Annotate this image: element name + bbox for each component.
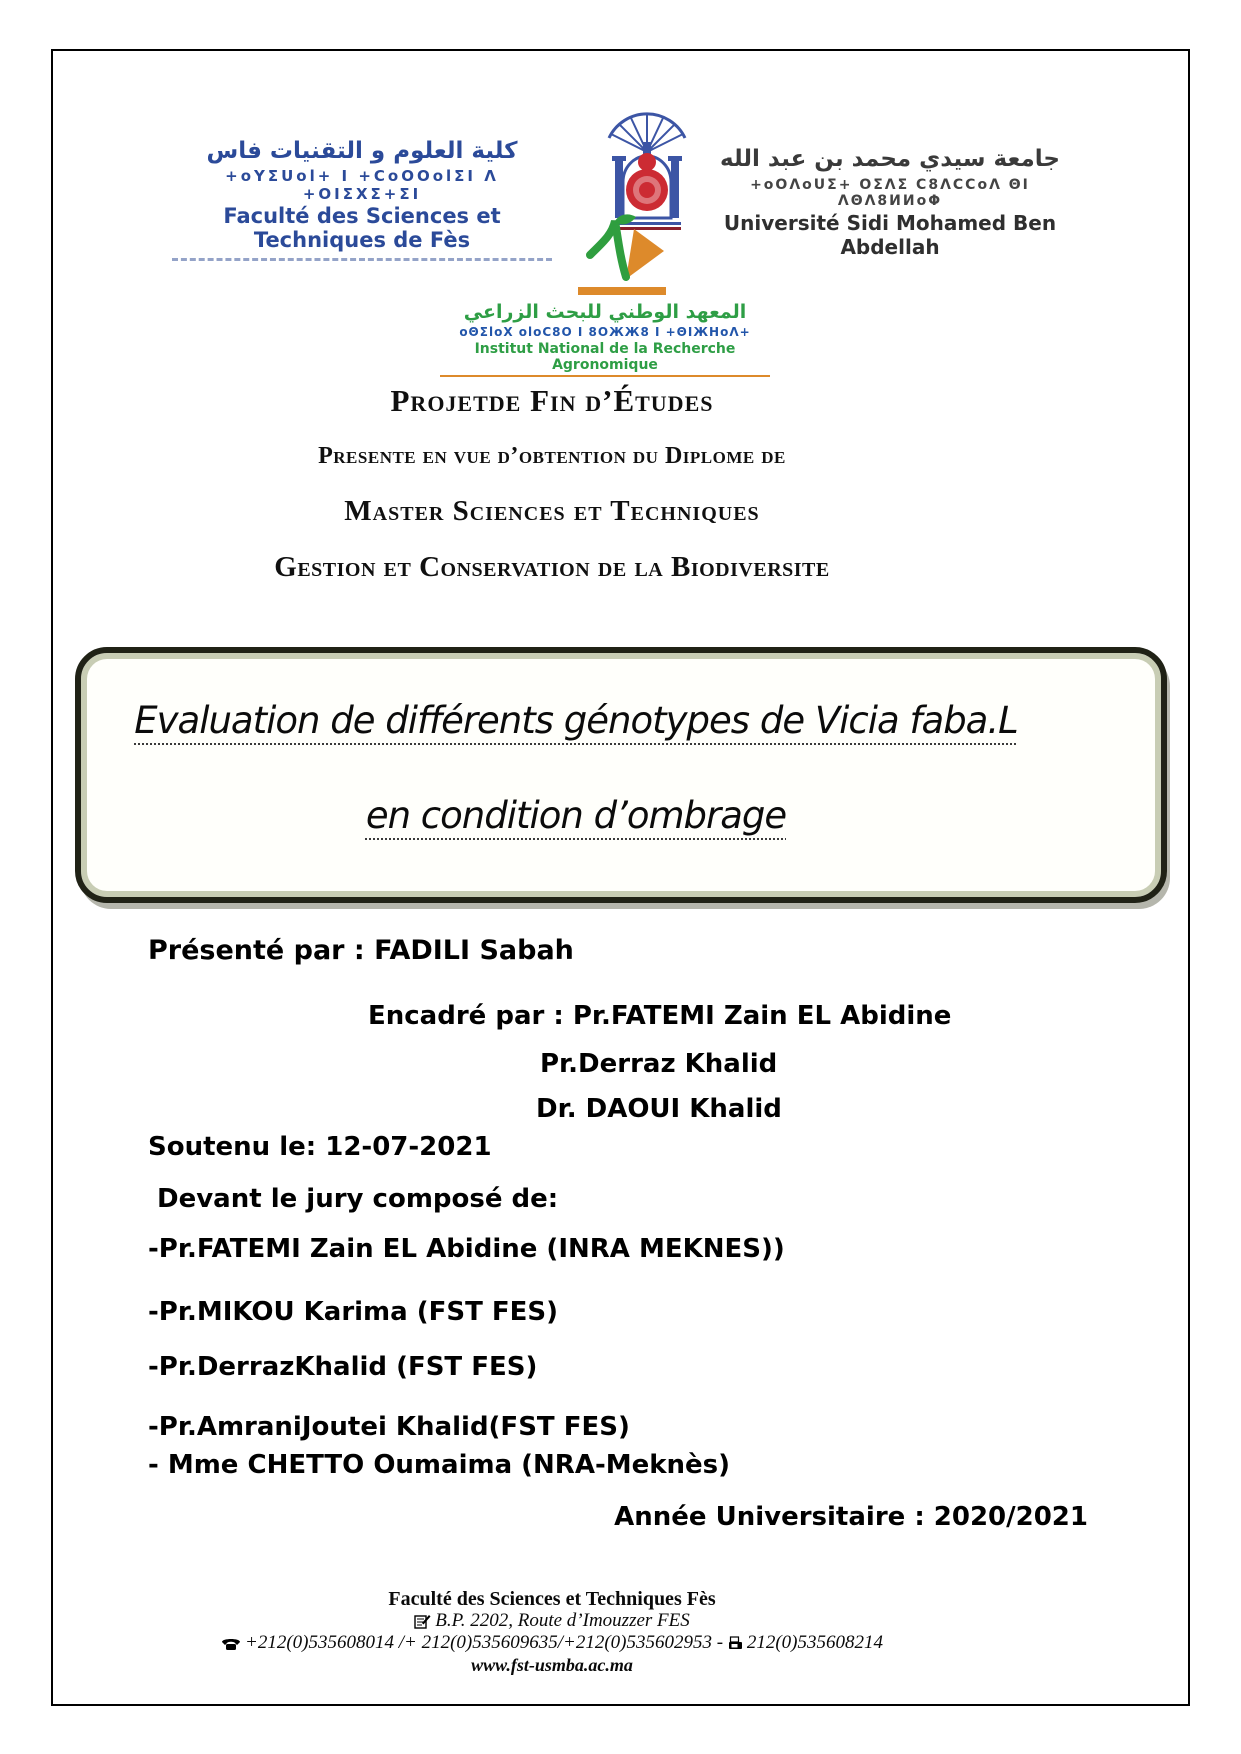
- jury-member-3: -Pr.DerrazKhalid (FST FES): [148, 1352, 538, 1382]
- supervisor3-line: Dr. DAOUI Khalid: [536, 1094, 782, 1124]
- supervised-by-line: Encadré par : Pr.FATEMI Zain EL Abidine: [368, 1001, 952, 1031]
- document-type-heading: Projetde Fin d’Études: [390, 383, 714, 418]
- purpose-heading: Presente en vue d’obtention du Diplome de: [318, 443, 786, 469]
- phone-icon: [221, 1636, 241, 1651]
- thesis-title-line2: en condition d’ombrage: [365, 794, 787, 837]
- inra-sprout-icon: [568, 213, 678, 299]
- fst-arabic-name: كلية العلوم و التقنيات فاس: [206, 138, 518, 164]
- jury-intro-line: Devant le jury composé de:: [157, 1184, 559, 1214]
- defense-date-line: Soutenu le: 12-07-2021: [148, 1132, 492, 1162]
- jury-member-4: -Pr.AmraniJoutei Khalid(FST FES): [148, 1412, 630, 1442]
- address-pen-icon: [414, 1614, 431, 1629]
- inra-latin-name: Institut National de la Recherche Agronomique: [440, 341, 770, 377]
- inra-logo-block: [440, 213, 770, 377]
- footer-fax-number: 212(0)535608214: [746, 1632, 883, 1653]
- thesis-title-box: [75, 647, 1167, 903]
- footer-block: [51, 1588, 1053, 1676]
- usmba-latin-name: Université Sidi Mohamed Ben Abdellah: [723, 211, 1057, 259]
- jury-member-1: -Pr.FATEMI Zain EL Abidine (INRA MEKNES)): [148, 1234, 785, 1264]
- footer-address-text: B.P. 2202, Route d’Imouzzer FES: [435, 1610, 690, 1631]
- academic-year-line: Année Universitaire : 2020/2021: [614, 1502, 1088, 1532]
- degree-heading: Master Sciences et Techniques: [344, 495, 760, 527]
- footer-faculty-name: Faculté des Sciences et Techniques Fès: [388, 1588, 716, 1610]
- footer-website: www.fst-usmba.ac.ma: [471, 1655, 633, 1675]
- inra-tifinagh-name: oΘΣloX oloC8O Ι 8OЖЖ8 Ι +ΘIЖHoΛ+: [459, 325, 751, 339]
- fst-latin-name: Faculté des Sciences et Techniques de Fès: [223, 204, 501, 252]
- fax-icon: [728, 1636, 743, 1651]
- footer-phone-line: [51, 1632, 1053, 1654]
- fst-tifinagh-name: +oYΣUol+ I +CoOOolΣI Λ +OIΣXΣ+ΣI: [225, 167, 499, 203]
- program-heading: Gestion et Conservation de la Biodiversite: [274, 551, 830, 583]
- presented-by-line: Présenté par : FADILI Sabah: [148, 935, 574, 966]
- footer-address-line: [51, 1610, 1053, 1632]
- inra-arabic-name: المعهد الوطني للبحث الزراعي: [463, 301, 747, 323]
- jury-member-2: -Pr.MIKOU Karima (FST FES): [148, 1297, 559, 1327]
- footer-phone-numbers: +212(0)535608014 /+ 212(0)535609635/+212(0)535602953 -: [245, 1632, 728, 1653]
- usmba-arabic-name: جامعة سيدي محمد بن عبد الله: [720, 146, 1060, 172]
- thesis-title-line1: Evaluation de différents génotypes de Vicia faba.L: [134, 699, 1018, 742]
- jury-member-5: - Mme CHETTO Oumaima (NRA-Meknès): [148, 1450, 731, 1480]
- usmba-tifinagh-name: +oOΛoUΣ+ OΣΛΣ C8ΛCCoΛ ΘI ΛΘΛ8ИИoΦ: [750, 177, 1030, 209]
- supervisor2-line: Pr.Derraz Khalid: [540, 1049, 778, 1079]
